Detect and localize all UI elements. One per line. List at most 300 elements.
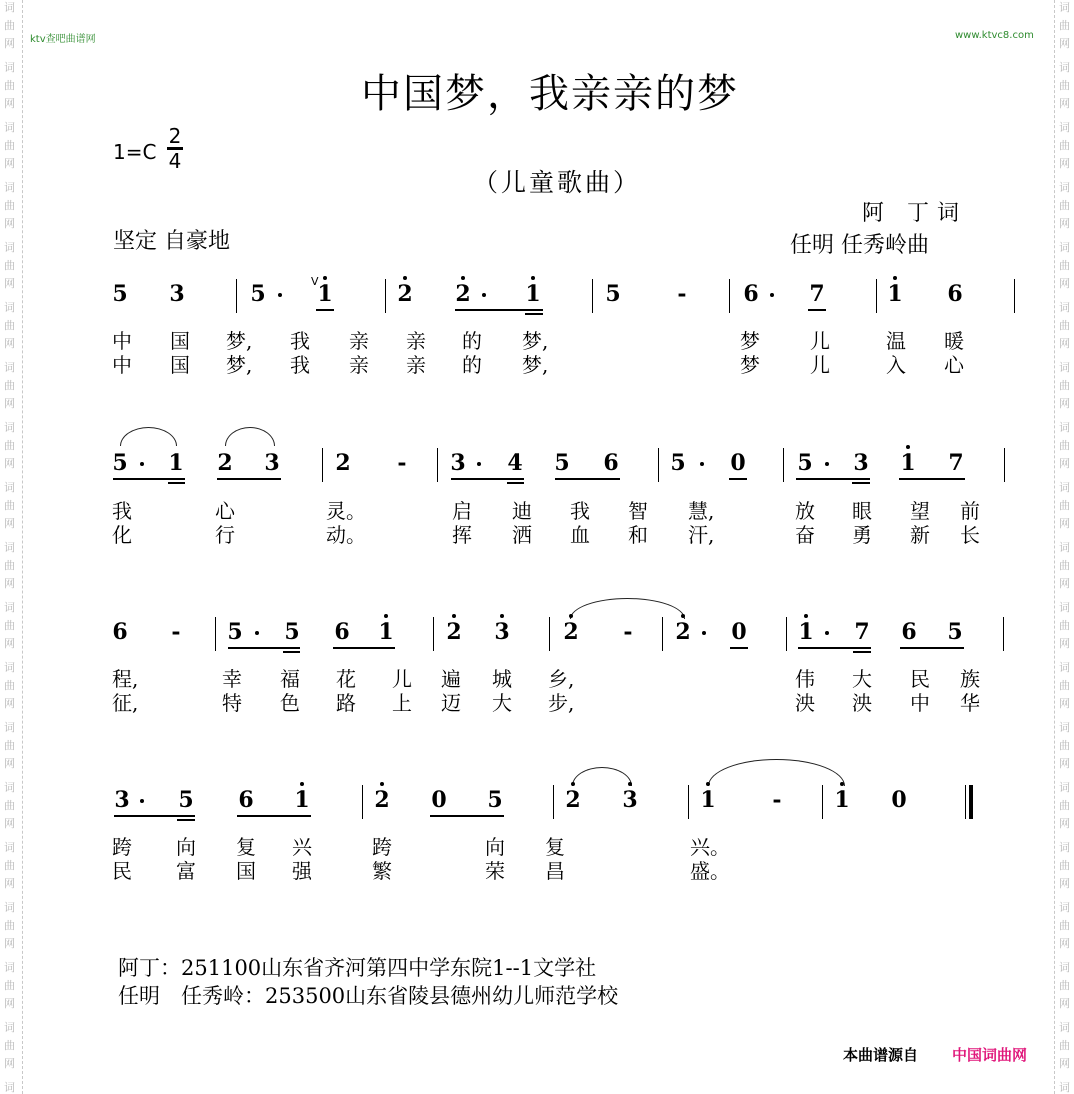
lyric-verse1: 幸: [222, 667, 242, 691]
note: 7: [809, 281, 825, 307]
watermark-char: 词: [4, 541, 15, 554]
barline: [433, 617, 434, 651]
octave-dot-high: [300, 782, 304, 786]
lyric-verse1: 梦: [740, 329, 760, 353]
beam-line: [808, 309, 826, 311]
watermark-char: 网: [1059, 277, 1070, 290]
lyric-verse1: 兴: [292, 835, 312, 859]
lyric-verse2: 勇: [852, 523, 872, 547]
watermark-char: 词: [4, 661, 15, 674]
watermark-char: 曲: [1059, 379, 1070, 392]
final-barline-thin: [965, 785, 966, 819]
watermark-char: 网: [4, 817, 15, 830]
lyric-verse1: 花: [336, 667, 356, 691]
note: 0: [891, 787, 907, 813]
watermark-char: 网: [1059, 397, 1070, 410]
watermark-char: 网: [4, 997, 15, 1010]
note: 1: [317, 281, 333, 307]
lyric-verse2: 民: [112, 859, 132, 883]
watermark-char: 网: [1059, 157, 1070, 170]
note: 1: [887, 281, 903, 307]
watermark-char: 网: [1059, 97, 1070, 110]
watermark-char: 网: [1059, 817, 1070, 830]
lyric-verse2: 上: [392, 691, 412, 715]
lyric-verse2: 国: [170, 353, 190, 377]
lyric-verse1: 我: [570, 499, 590, 523]
note: 1: [525, 281, 541, 307]
dash: -: [623, 619, 633, 645]
watermark-char: 词: [1059, 241, 1070, 254]
lyric-verse2: 亲: [406, 353, 426, 377]
watermark-char: 网: [1059, 577, 1070, 590]
note: 2: [397, 281, 413, 307]
beam-line: [900, 647, 964, 649]
watermark-char: 曲: [4, 79, 15, 92]
watermark-char: 词: [4, 481, 15, 494]
note: 1: [168, 450, 184, 476]
octave-dot-high: [906, 445, 910, 449]
augmentation-dot: [482, 293, 486, 297]
beam-line: [228, 647, 300, 649]
watermark-char: 词: [4, 1021, 15, 1034]
augmentation-dot: [700, 462, 704, 466]
note: 5: [487, 787, 503, 813]
lyric-verse1: 复: [236, 835, 256, 859]
note: 5: [284, 619, 300, 645]
address-composers: 任明 任秀岭：253500山东省陵县德州幼儿师范学校: [118, 984, 619, 1008]
barline: [592, 279, 593, 313]
watermark-char: 词: [1059, 601, 1070, 614]
watermark-char: 网: [4, 217, 15, 230]
tempo-marking: 坚定 自豪地: [113, 229, 230, 254]
watermark-char: 网: [1059, 997, 1070, 1010]
barline: [549, 617, 550, 651]
watermark-char: 网: [1059, 37, 1070, 50]
watermark-char: 曲: [1059, 79, 1070, 92]
lyric-verse2: 迈: [441, 691, 461, 715]
note: 3: [169, 281, 185, 307]
lyric-verse1: 程,: [112, 667, 139, 691]
lyric-verse1: 智: [628, 499, 648, 523]
lyric-verse1: 儿: [810, 329, 830, 353]
barline: [876, 279, 877, 313]
watermark-char: 曲: [1059, 859, 1070, 872]
watermark-char: 词: [1059, 781, 1070, 794]
barline: [362, 785, 363, 819]
site-name-left[interactable]: ktv查吧曲谱网: [30, 34, 96, 45]
augmentation-dot: [255, 631, 259, 635]
watermark-char: 词: [4, 841, 15, 854]
lyric-verse2: 国: [236, 859, 256, 883]
octave-dot-high: [500, 614, 504, 618]
watermark-char: 曲: [1059, 259, 1070, 272]
watermark-char: 曲: [1059, 559, 1070, 572]
barline: [1014, 279, 1015, 313]
lyric-verse1: 乡,: [548, 667, 575, 691]
beam-line: [316, 309, 334, 311]
note: 5: [250, 281, 266, 307]
lyric-verse2: 繁: [372, 859, 392, 883]
watermark-char: 网: [4, 877, 15, 890]
watermark-char: 网: [4, 937, 15, 950]
watermark-char: 曲: [4, 259, 15, 272]
lyric-verse1: 儿: [392, 667, 412, 691]
beam-line: [853, 651, 871, 653]
augmentation-dot: [702, 631, 706, 635]
lyric-verse2: 梦,: [522, 353, 549, 377]
watermark-char: 网: [1059, 1057, 1070, 1070]
lyric-verse2: 梦: [740, 353, 760, 377]
lyric-verse2: 特: [222, 691, 242, 715]
beam-line: [525, 313, 543, 315]
lyric-verse2: 强: [292, 859, 312, 883]
watermark-char: 曲: [4, 199, 15, 212]
lyric-verse2: 奋: [795, 523, 815, 547]
lyric-verse1: 温: [886, 329, 906, 353]
watermark-char: 曲: [1059, 319, 1070, 332]
barline: [786, 617, 787, 651]
beam-line: [507, 482, 524, 484]
barline: [553, 785, 554, 819]
watermark-char: 网: [4, 757, 15, 770]
lyric-verse1: 国: [170, 329, 190, 353]
watermark-char: 网: [4, 337, 15, 350]
barline: [1004, 448, 1005, 482]
watermark-char: 网: [1059, 337, 1070, 350]
note: 5: [554, 450, 570, 476]
watermark-char: 词: [4, 961, 15, 974]
lyric-verse1: 向: [485, 835, 505, 859]
octave-dot-high: [531, 276, 535, 280]
note: 1: [378, 619, 394, 645]
lyric-verse1: 暖: [944, 329, 964, 353]
dash: -: [677, 281, 687, 307]
watermark-char: 词: [4, 1081, 15, 1094]
slur-arc: [572, 767, 632, 786]
octave-dot-high: [461, 276, 465, 280]
note: 7: [854, 619, 870, 645]
watermark-char: 曲: [1059, 1039, 1070, 1052]
octave-dot-high: [893, 276, 897, 280]
lyric-verse2: 中: [910, 691, 930, 715]
note: 1: [700, 787, 716, 813]
barline: [385, 279, 386, 313]
watermark-char: 词: [4, 301, 15, 314]
beam-line: [798, 647, 871, 649]
note: 6: [334, 619, 350, 645]
address-lyricist: 阿丁：251100山东省齐河第四中学东院1--1文学社: [118, 956, 597, 980]
note: 2: [374, 787, 390, 813]
barline: [236, 279, 237, 313]
watermark-char: 网: [1059, 937, 1070, 950]
lyric-verse1: 启: [452, 499, 472, 523]
watermark-char: 网: [4, 517, 15, 530]
barline: [662, 617, 663, 651]
watermark-char: 词: [4, 721, 15, 734]
dash: -: [772, 787, 782, 813]
source-label: 本曲谱源自: [843, 1046, 919, 1064]
lyric-verse1: 福: [280, 667, 300, 691]
beam-line: [217, 478, 281, 480]
note: 3: [450, 450, 466, 476]
lyric-verse2: 和: [628, 523, 648, 547]
watermark-char: 词: [4, 181, 15, 194]
lyric-verse1: 我: [112, 499, 132, 523]
watermark-char: 词: [1059, 661, 1070, 674]
lyric-verse1: 梦,: [522, 329, 549, 353]
time-signature-top: 2: [168, 124, 182, 148]
note: 6: [743, 281, 759, 307]
beam-line: [237, 815, 311, 817]
final-barline-thick: [969, 785, 973, 819]
note: 2: [563, 619, 579, 645]
watermark-char: 网: [4, 577, 15, 590]
dash: -: [397, 450, 407, 476]
lyric-verse1: 的: [462, 329, 482, 353]
lyric-verse2: 化: [112, 523, 132, 547]
watermark-char: 词: [1059, 121, 1070, 134]
lyric-verse1: 复: [545, 835, 565, 859]
note: 3: [494, 619, 510, 645]
note: 3: [853, 450, 869, 476]
note: 5: [112, 281, 128, 307]
lyric-verse2: 入: [886, 353, 906, 377]
augmentation-dot: [140, 799, 144, 803]
octave-dot-high: [628, 782, 632, 786]
watermark-char: 曲: [1059, 19, 1070, 32]
note: 6: [603, 450, 619, 476]
note: 1: [900, 450, 916, 476]
lyric-verse1: 我: [290, 329, 310, 353]
note: 2: [455, 281, 471, 307]
note: 0: [730, 450, 746, 476]
lyric-verse1: 心: [215, 499, 235, 523]
lyric-verse2: 盛。: [690, 859, 730, 883]
lyric-verse1: 迪: [512, 499, 532, 523]
watermark-char: 网: [4, 1057, 15, 1070]
lyric-verse1: 放: [795, 499, 815, 523]
lyric-verse2: 大: [492, 691, 512, 715]
lyric-verse2: 汗,: [688, 523, 715, 547]
watermark-char: 曲: [4, 859, 15, 872]
lyric-verse1: 族: [960, 667, 980, 691]
note: 6: [947, 281, 963, 307]
watermark-char: 词: [4, 601, 15, 614]
breath-mark: V: [311, 275, 319, 288]
lyric-verse2: 血: [570, 523, 590, 547]
octave-dot-high: [384, 614, 388, 618]
watermark-char: 曲: [1059, 139, 1070, 152]
watermark-char: 词: [1059, 1, 1070, 14]
watermark-char: 曲: [1059, 739, 1070, 752]
lyricist-credit: 阿 丁词: [862, 201, 967, 226]
watermark-char: 网: [1059, 457, 1070, 470]
lyric-verse2: 色: [280, 691, 300, 715]
note: 5: [178, 787, 194, 813]
watermark-char: 词: [4, 241, 15, 254]
octave-dot-high: [706, 782, 710, 786]
watermark-char: 曲: [4, 979, 15, 992]
lyric-verse1: 城: [492, 667, 512, 691]
note: 6: [901, 619, 917, 645]
lyric-verse1: 亲: [406, 329, 426, 353]
augmentation-dot: [140, 462, 144, 466]
lyric-verse2: 行: [215, 523, 235, 547]
barline: [783, 448, 784, 482]
beam-line: [333, 647, 395, 649]
augmentation-dot: [825, 462, 829, 466]
beam-line: [729, 478, 747, 480]
slur-arc: [570, 598, 685, 619]
time-signature-bottom: 4: [168, 149, 182, 173]
lyric-verse2: 征,: [112, 691, 139, 715]
beam-line: [796, 478, 870, 480]
watermark-char: 曲: [1059, 439, 1070, 452]
watermark-char: 曲: [1059, 799, 1070, 812]
watermark-char: 曲: [4, 319, 15, 332]
lyric-verse2: 梦,: [226, 353, 253, 377]
barline: [215, 617, 216, 651]
lyric-verse1: 向: [176, 835, 196, 859]
octave-dot-high: [571, 782, 575, 786]
watermark-char: 曲: [4, 139, 15, 152]
beam-line: [852, 482, 870, 484]
watermark-char: 网: [4, 37, 15, 50]
beam-line: [114, 815, 195, 817]
watermark-char: 曲: [1059, 919, 1070, 932]
lyric-verse2: 动。: [326, 523, 366, 547]
watermark-char: 词: [4, 781, 15, 794]
site-url-right[interactable]: www.ktvc8.com: [955, 30, 1034, 41]
lyric-verse2: 泱: [795, 691, 815, 715]
barline: [729, 279, 730, 313]
beam-line: [451, 478, 524, 480]
note: 5: [947, 619, 963, 645]
lyric-verse2: 亲: [349, 353, 369, 377]
lyric-verse2: 路: [336, 691, 356, 715]
beam-line: [177, 819, 195, 821]
watermark-char: 网: [1059, 637, 1070, 650]
octave-dot-high: [323, 276, 327, 280]
note: 2: [335, 450, 351, 476]
watermark-char: 曲: [4, 679, 15, 692]
watermark-char: 曲: [4, 919, 15, 932]
note: 1: [294, 787, 310, 813]
lyric-verse1: 大: [852, 667, 872, 691]
barline: [322, 448, 323, 482]
watermark-char: 网: [4, 277, 15, 290]
watermark-char: 词: [4, 361, 15, 374]
beam-line: [430, 815, 504, 817]
slur-arc: [708, 759, 845, 786]
barline: [1003, 617, 1004, 651]
watermark-char: 词: [1059, 1081, 1070, 1094]
lyric-verse1: 望: [910, 499, 930, 523]
song-subtitle: （儿童歌曲）: [472, 168, 641, 197]
watermark-char: 词: [4, 901, 15, 914]
watermark-char: 词: [1059, 181, 1070, 194]
lyric-verse1: 兴。: [690, 835, 730, 859]
watermark-char: 词: [4, 1, 15, 14]
lyric-verse2: 富: [176, 859, 196, 883]
lyric-verse2: 中: [112, 353, 132, 377]
barline: [437, 448, 438, 482]
octave-dot-high: [804, 614, 808, 618]
lyric-verse2: 的: [462, 353, 482, 377]
note: 3: [264, 450, 280, 476]
beam-line: [455, 309, 543, 311]
lyric-verse1: 灵。: [326, 499, 366, 523]
lyric-verse1: 民: [910, 667, 930, 691]
watermark-char: 曲: [4, 499, 15, 512]
note: 0: [431, 787, 447, 813]
augmentation-dot: [278, 293, 282, 297]
watermark-char: 词: [1059, 541, 1070, 554]
note: 5: [605, 281, 621, 307]
note: 5: [227, 619, 243, 645]
lyric-verse1: 遍: [441, 667, 461, 691]
beam-line: [113, 478, 185, 480]
watermark-char: 曲: [1059, 979, 1070, 992]
watermark-char: 词: [1059, 841, 1070, 854]
lyric-verse1: 前: [960, 499, 980, 523]
watermark-char: 网: [1059, 757, 1070, 770]
watermark-char: 网: [4, 397, 15, 410]
watermark-char: 网: [4, 697, 15, 710]
augmentation-dot: [770, 293, 774, 297]
watermark-char: 网: [1059, 217, 1070, 230]
watermark-char: 词: [4, 121, 15, 134]
octave-dot-high: [840, 782, 844, 786]
watermark-char: 曲: [1059, 199, 1070, 212]
note: 2: [675, 619, 691, 645]
beam-line: [730, 647, 748, 649]
watermark-char: 词: [1059, 421, 1070, 434]
note: 6: [112, 619, 128, 645]
watermark-char: 词: [1059, 901, 1070, 914]
slur-arc: [120, 427, 177, 446]
watermark-char: 网: [4, 637, 15, 650]
lyric-verse2: 洒: [512, 523, 532, 547]
watermark-char: 曲: [4, 619, 15, 632]
slur-arc: [225, 427, 275, 446]
note: 0: [731, 619, 747, 645]
lyric-verse1: 慧,: [688, 499, 715, 523]
note: 5: [797, 450, 813, 476]
watermark-char: 词: [4, 61, 15, 74]
octave-dot-high: [681, 614, 685, 618]
source-site-link[interactable]: 中国词曲网: [952, 1046, 1028, 1064]
note: 5: [670, 450, 686, 476]
note: 3: [114, 787, 130, 813]
lyric-verse1: 伟: [795, 667, 815, 691]
composer-credit: 任明 任秀岭曲: [790, 233, 929, 258]
note: 5: [112, 450, 128, 476]
lyric-verse2: 长: [960, 523, 980, 547]
watermark-char: 网: [1059, 877, 1070, 890]
watermark-char: 词: [1059, 961, 1070, 974]
lyric-verse2: 华: [960, 691, 980, 715]
watermark-char: 词: [1059, 301, 1070, 314]
watermark-char: 曲: [1059, 499, 1070, 512]
lyric-verse2: 心: [944, 353, 964, 377]
lyric-verse2: 昌: [545, 859, 565, 883]
watermark-char: 曲: [4, 799, 15, 812]
octave-dot-high: [452, 614, 456, 618]
song-title: 中国梦，我亲亲的梦: [361, 71, 739, 117]
watermark-char: 曲: [4, 559, 15, 572]
lyric-verse2: 挥: [452, 523, 472, 547]
